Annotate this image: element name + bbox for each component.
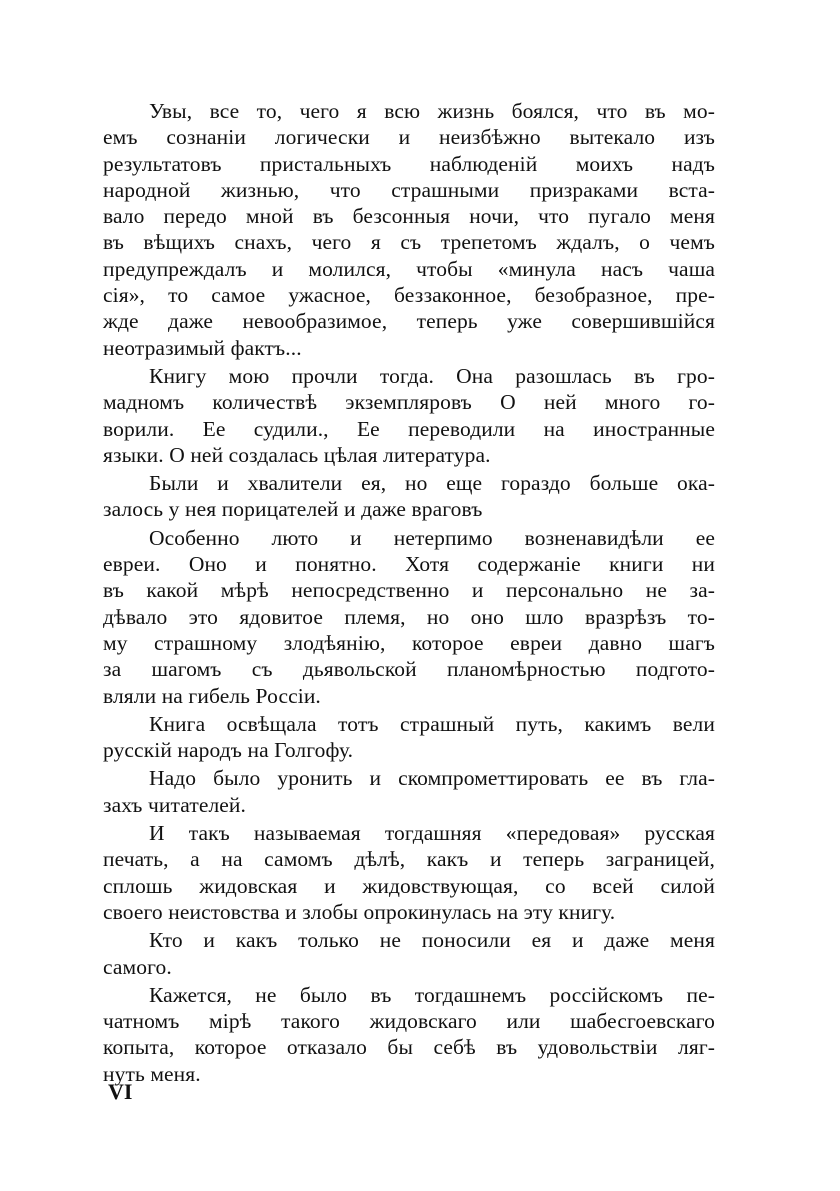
text-line: самого. (103, 954, 172, 979)
text-line: копыта, которое отказало бы себѣ въ удовольствiи ляг- (103, 1035, 715, 1060)
text-line: Книгу мою прочли тогда. Она разошлась въ гро- (149, 363, 715, 388)
paragraph-8 (103, 927, 715, 980)
text-line: сплошь жидовская и жидовствующая, со всей силой (103, 873, 715, 898)
text-line: И такъ называемая тогдашняя «передовая» русская (149, 821, 715, 846)
text-line: неотразимый фактъ... (103, 335, 302, 360)
paragraph-4 (103, 525, 715, 709)
text-line: Книга освѣщала тотъ страшный путь, какимъ вели (149, 711, 715, 736)
paragraph-5 (103, 711, 715, 764)
text-line: результатовъ пристальныхъ наблюденiй моихъ надъ (103, 151, 715, 176)
text-line: мадномъ количествѣ экземпляровъ О ней много го- (103, 390, 715, 415)
text-line: дѣвало это ядовитое племя, но оно шло вразрѣзъ то- (103, 604, 715, 629)
text-line: Кажется, не было въ тогдашнемъ россiйскомъ пе- (149, 982, 715, 1007)
text-line: народной жизнью, что страшными призраками вста- (103, 177, 715, 202)
text-line: Надо было уронить и скомпрометтировать ее въ гла- (149, 766, 715, 791)
text-line: евреи. Оно и понятно. Хотя содержанiе книги ни (103, 552, 715, 577)
page-number: VI (108, 1079, 133, 1104)
document-page (103, 98, 715, 1089)
text-line: захъ читателей. (103, 792, 247, 817)
text-line: му страшному злодѣянiю, которое евреи давно шагъ (103, 630, 715, 655)
text-line: емъ сознанiи логически и неизбѣжно вытекало изъ (103, 125, 715, 150)
text-line: чатномъ мiрѣ такого жидовскаго или шабесгоевскаго (103, 1009, 715, 1034)
text-line: Кто и какъ только не поносили ея и даже меня (149, 928, 715, 953)
text-line: сiя», то самое ужасное, беззаконное, безобразное, пре- (103, 283, 715, 308)
text-line: русскiй народъ на Голгофу. (103, 738, 354, 763)
paragraph-9 (103, 982, 715, 1087)
text-line: залось у нея порицателей и даже враговъ (103, 497, 483, 522)
text-line: въ какой мѣрѣ непосредственно и персонально не за- (103, 578, 715, 603)
paragraph-7 (103, 820, 715, 925)
text-line: Особенно люто и нетерпимо возненавидѣли ее (149, 525, 715, 550)
text-line: своего неистовства и злобы опрокинулась на эту книгу. (103, 899, 616, 924)
text-line: Были и хвалители ея, но еще гораздо больше ока- (149, 471, 715, 496)
text-line: нуть меня. (103, 1061, 201, 1086)
text-line: за шагомъ съ дьявольской планомѣрностью подгото- (103, 657, 715, 682)
text-line: жде даже невообразимое, теперь уже совершившiйся (103, 309, 715, 334)
text-line: вляли на гибель Россiи. (103, 683, 321, 708)
text-line: ворили. Ее судили., Ее переводили на иностранные (103, 416, 715, 441)
paragraph-6 (103, 765, 715, 818)
text-line: языки. О ней создалась цѣлая литература. (103, 442, 491, 467)
paragraph-1 (103, 98, 715, 361)
text-line: въ вѣщихъ снахъ, чего я съ трепетомъ ждалъ, о чемъ (103, 230, 715, 255)
text-line: вало передо мной въ безсонныя ночи, что пугало меня (103, 204, 715, 229)
text-line: Увы, все то, чего я всю жизнь боялся, что въ мо- (149, 99, 715, 123)
text-line: печать, а на самомъ дѣлѣ, какъ и теперь заграницей, (103, 847, 715, 872)
text-line: предупреждалъ и молился, чтобы «минула насъ чаша (103, 256, 715, 281)
paragraph-2 (103, 363, 715, 468)
paragraph-3 (103, 470, 715, 523)
